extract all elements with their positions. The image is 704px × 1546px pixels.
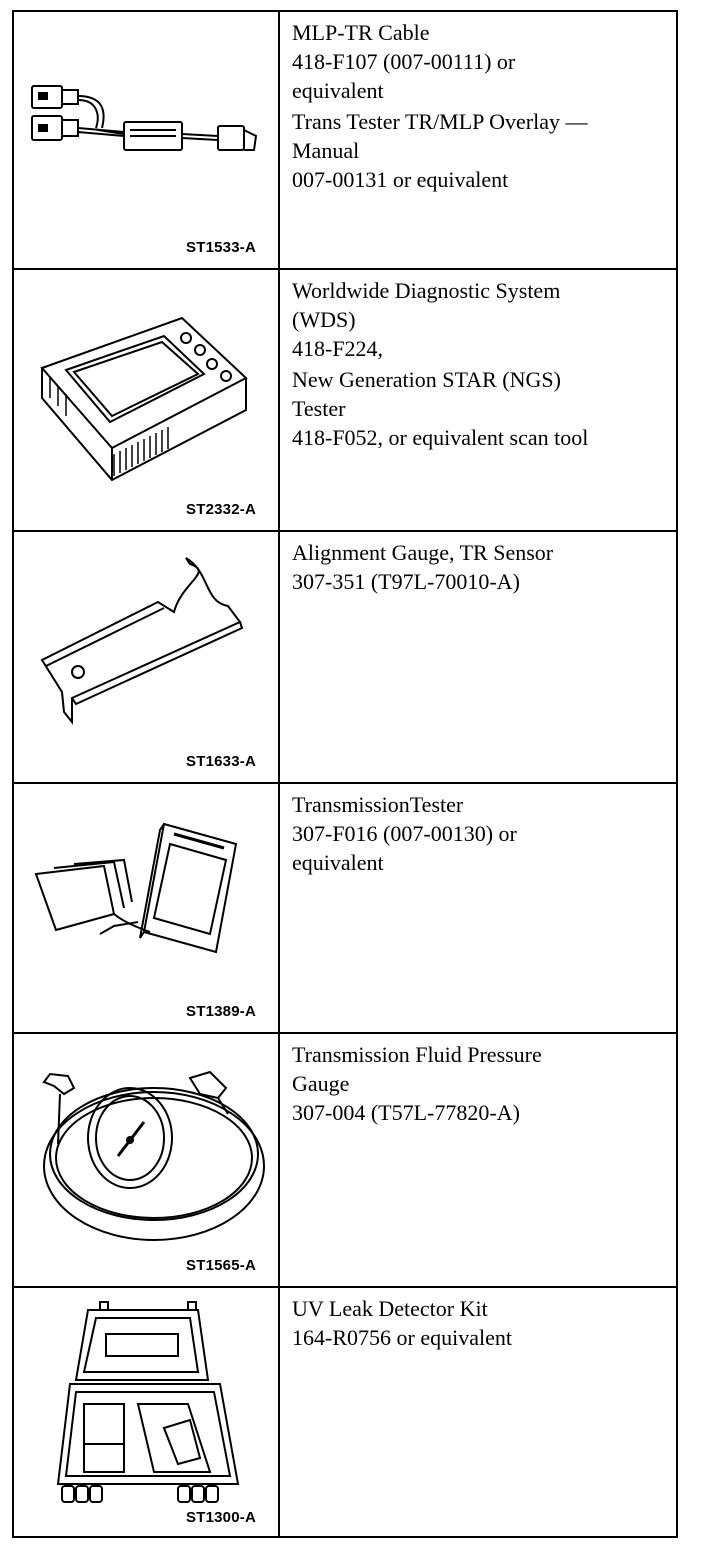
tool-description	[292, 18, 670, 196]
tool-description	[292, 1040, 670, 1129]
leak-detector-kit-icon	[14, 1288, 278, 1536]
special-tools-table	[12, 10, 678, 1538]
tool-row-transmission-tester	[14, 784, 676, 1034]
figure-label: ST2332-A	[186, 501, 256, 518]
tool-name-text: Worldwide Diagnostic System (WDS) 418-F224,	[292, 278, 561, 361]
tool-description	[292, 538, 670, 598]
tool-name-text: New Generation STAR (NGS) Tester 418-F052, or equivalent scan tool	[292, 367, 589, 450]
tool-image-cell	[14, 532, 280, 782]
tool-name-text: TransmissionTester 307-F016 (007-00130) or equivalent	[292, 792, 517, 875]
tool-image-cell	[14, 1034, 280, 1286]
figure-label: ST1533-A	[186, 239, 256, 256]
tool-image-cell	[14, 270, 280, 530]
tool-image-cell	[14, 784, 280, 1032]
tool-description	[292, 276, 670, 454]
tool-name-text: Transmission Fluid Pressure Gauge 307-004 (T57L-77820-A)	[292, 1042, 542, 1125]
tool-row-wds-ngs	[14, 270, 676, 532]
figure-label: ST1300-A	[186, 1509, 256, 1526]
transmission-tester-icon	[14, 784, 278, 1032]
tool-row-mlp-tr-cable	[14, 12, 676, 270]
figure-label: ST1565-A	[186, 1257, 256, 1274]
tool-name-text: Trans Tester TR/MLP Overlay — Manual 007-00131 or equivalent	[292, 109, 588, 192]
tool-image-cell	[14, 1288, 280, 1538]
tool-description	[292, 790, 670, 879]
alignment-gauge-icon	[14, 532, 278, 782]
tool-row-uv-leak-detector	[14, 1288, 676, 1538]
pressure-gauge-icon	[14, 1034, 278, 1286]
tool-name-text: UV Leak Detector Kit 164-R0756 or equivalent	[292, 1296, 512, 1350]
cable-icon	[14, 12, 278, 268]
tool-row-alignment-gauge	[14, 532, 676, 784]
figure-label: ST1389-A	[186, 1003, 256, 1020]
tool-name-text: Alignment Gauge, TR Sensor 307-351 (T97L-70010-A)	[292, 540, 554, 594]
tool-name-text: MLP-TR Cable 418-F107 (007-00111) or equivalent	[292, 20, 516, 103]
tool-description	[292, 1294, 670, 1354]
tool-image-cell	[14, 12, 280, 268]
figure-label: ST1633-A	[186, 753, 256, 770]
scan-tool-icon	[14, 270, 278, 530]
tool-row-pressure-gauge	[14, 1034, 676, 1288]
